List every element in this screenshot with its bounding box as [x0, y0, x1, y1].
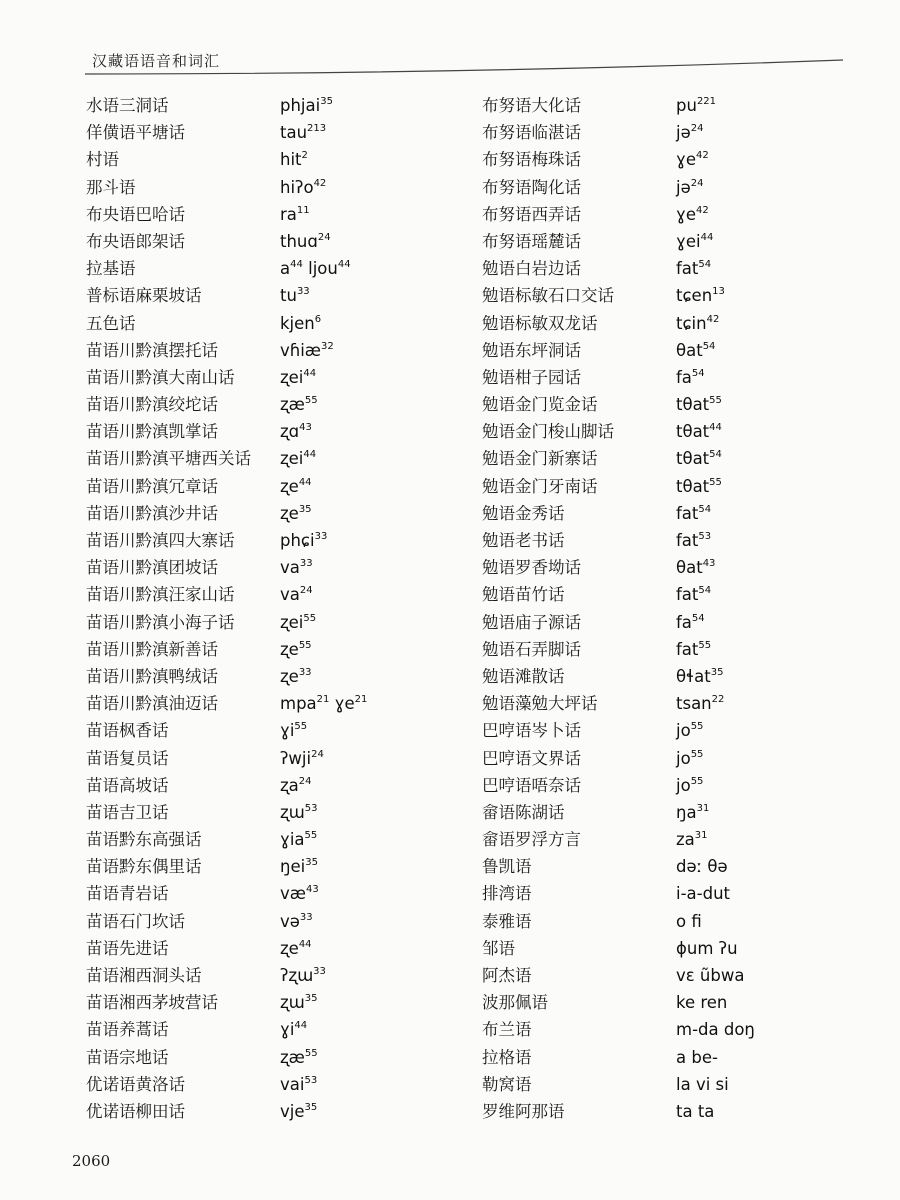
language-name: 优诺语柳田话 [86, 1101, 185, 1121]
word-form: m-da doŋ [676, 1020, 755, 1040]
word-form: ʐa$^{24}$ [280, 775, 312, 795]
language-name: 布努语瑶麓话 [482, 231, 581, 251]
word-form: ɣe$^{42}$ [676, 204, 709, 224]
word-form: $fa^{54}$ [676, 612, 705, 632]
word-form: $tu^{33}$ [280, 286, 310, 306]
entry-row [482, 908, 822, 935]
word-form: θat$^{43}$ [676, 558, 716, 578]
language-name: 布努语陶化话 [482, 177, 581, 197]
language-name: 苗语枫香话 [86, 721, 169, 741]
language-name: 勉语金门梭山脚话 [482, 422, 614, 442]
entry-row [86, 527, 426, 554]
entry-row [86, 799, 426, 826]
language-name: 苗语湘西茅坡营话 [86, 993, 218, 1013]
word-form: hit$^2$ [280, 150, 308, 170]
language-name: 苗语川黔滇鸭绒话 [86, 666, 218, 686]
entry-row [482, 174, 822, 201]
entry-row [482, 282, 822, 309]
language-name: 勉语老书话 [482, 531, 565, 550]
word-form: ʐɯ$^{53}$ [280, 802, 318, 822]
word-form: $væ^{43}$ [280, 884, 319, 904]
entry-row [482, 799, 822, 826]
entry-row [86, 690, 426, 717]
entry-row [86, 445, 426, 472]
word-form: ʐe$^{35}$ [280, 503, 312, 523]
word-form: ke ren [676, 993, 728, 1013]
entry-row [482, 717, 822, 744]
entry-row [482, 255, 822, 282]
word-form: ɣia$^{55}$ [280, 830, 318, 850]
word-form: ʐe$^{33}$ [280, 666, 312, 686]
entry-row [86, 391, 426, 418]
language-name: 勉语金门览金话 [482, 395, 598, 415]
entry-row [86, 554, 426, 581]
word-form: fat$^{54}$ [676, 585, 712, 605]
language-name: 勉语藻勉大坪话 [482, 694, 598, 714]
language-name: 勉语标敏石口交话 [482, 286, 614, 306]
entry-row [86, 119, 426, 146]
word-form: ʐe$^{44}$ [280, 476, 312, 496]
word-form: $jo^{55}$ [676, 721, 704, 741]
entry-row [482, 636, 822, 663]
language-name: 勉语金门新寨话 [482, 449, 598, 469]
word-form: $a^{44}$ ljou$^{44}$ [280, 259, 351, 279]
word-form: ʐei$^{44}$ [280, 449, 317, 469]
word-form: ʐei$^{55}$ [280, 612, 317, 632]
word-form: a be- [676, 1047, 718, 1067]
language-name: 勉语庙子源话 [482, 612, 581, 632]
entry-row [482, 146, 822, 173]
page-number: 2060 [72, 1152, 111, 1170]
word-form: ʔwji$^{24}$ [280, 748, 324, 768]
entry-row [482, 609, 822, 636]
word-form: $va^{24}$ [280, 585, 313, 605]
entry-row [86, 880, 426, 907]
entry-row [86, 473, 426, 500]
word-form: $jo^{55}$ [676, 748, 704, 768]
entry-row [86, 1016, 426, 1043]
word-form: $va^{33}$ [280, 558, 313, 578]
language-name: 五色话 [86, 313, 136, 333]
entry-row [86, 636, 426, 663]
word-form: ʐɯ$^{35}$ [280, 993, 318, 1013]
language-name: 苗语养蒿话 [86, 1020, 169, 1040]
entry-row [482, 500, 822, 527]
language-name: 拉格语 [482, 1047, 532, 1067]
language-name: 罗维阿那语 [482, 1101, 565, 1121]
language-name: 勉语东坪洞话 [482, 340, 581, 360]
word-form: tθat$^{55}$ [676, 476, 722, 496]
word-form: ʔʐɯ$^{33}$ [280, 966, 326, 985]
language-name: 优诺语黄洛话 [86, 1074, 185, 1094]
language-name: 布努语临湛话 [482, 123, 581, 143]
entry-row [86, 1098, 426, 1125]
word-form: $ŋa^{31}$ [676, 802, 710, 822]
word-form: tau$^{213}$ [280, 123, 327, 143]
word-form: ʐæ$^{55}$ [280, 1047, 318, 1067]
entry-row [86, 92, 426, 119]
language-name: 布努语西弄话 [482, 204, 581, 224]
word-form: ʐæ$^{55}$ [280, 395, 318, 415]
entry-row [482, 962, 822, 989]
language-name: 苗语黔东偶里话 [86, 857, 202, 877]
word-form: phjai$^{35}$ [280, 96, 333, 115]
language-name: 苗语川黔滇平塘西关话 [86, 449, 251, 469]
language-name: 苗语川黔滇冗章话 [86, 476, 218, 496]
language-name: 苗语复员话 [86, 748, 169, 768]
entry-row [482, 989, 822, 1016]
entry-row [86, 663, 426, 690]
word-form: vɦiæ$^{32}$ [280, 340, 334, 360]
language-name: 勉语滩散话 [482, 666, 565, 686]
entry-row [482, 663, 822, 690]
language-name: 勉语金门牙南话 [482, 476, 598, 496]
word-form: fat$^{53}$ [676, 531, 712, 550]
entry-row [86, 146, 426, 173]
language-name: 勉语金秀话 [482, 503, 565, 523]
language-name: 泰雅语 [482, 911, 532, 931]
word-form: tɕen$^{13}$ [676, 286, 725, 306]
entry-row [482, 554, 822, 581]
language-name: 勉语罗香坳话 [482, 558, 581, 578]
word-form: dəː θə [676, 857, 728, 877]
language-name: 布努语梅珠话 [482, 150, 581, 170]
entry-row [482, 826, 822, 853]
entry-row [86, 609, 426, 636]
entry-row [482, 445, 822, 472]
word-form: ŋei$^{35}$ [280, 857, 318, 877]
entry-row [86, 1044, 426, 1071]
language-name: 苗语川黔滇绞坨话 [86, 395, 218, 415]
word-form: jə$^{24}$ [676, 177, 704, 197]
entry-row [86, 717, 426, 744]
entry-row [482, 119, 822, 146]
entry-row [482, 228, 822, 255]
language-name: 苗语高坡话 [86, 775, 169, 795]
language-name: 勉语柑子园话 [482, 367, 581, 387]
entry-row [86, 853, 426, 880]
word-form: tɕin$^{42}$ [676, 313, 720, 333]
language-name: 畲语陈湖话 [482, 802, 565, 822]
word-form: ɣi$^{44}$ [280, 1020, 308, 1040]
entry-row [482, 473, 822, 500]
entry-row [482, 853, 822, 880]
word-form: θat$^{54}$ [676, 340, 716, 360]
language-name: 邹语 [482, 938, 515, 958]
word-form: və$^{33}$ [280, 911, 313, 931]
entry-row [86, 201, 426, 228]
entry-row [86, 337, 426, 364]
running-head: 汉藏语语音和词汇 [92, 52, 221, 70]
entry-row [86, 228, 426, 255]
language-name: 阿杰语 [482, 966, 532, 985]
word-form: ɣi$^{55}$ [280, 721, 308, 741]
entry-row [86, 174, 426, 201]
language-name: 畲语罗浮方言 [482, 830, 581, 850]
entry-row [86, 935, 426, 962]
word-form: ɸum ʔu [676, 938, 738, 958]
entry-row [86, 500, 426, 527]
language-name: 波那佩语 [482, 993, 548, 1013]
language-name: 苗语黔东高强话 [86, 830, 202, 850]
entry-row [86, 989, 426, 1016]
entry-row [482, 92, 822, 119]
entry-row [482, 1016, 822, 1043]
word-form: kjen$^6$ [280, 313, 322, 333]
right-column [482, 92, 822, 1125]
word-form: vai$^{53}$ [280, 1074, 318, 1094]
entry-row [86, 826, 426, 853]
language-name: 苗语吉卫话 [86, 802, 169, 822]
entry-row [482, 1098, 822, 1125]
language-name: 水语三洞话 [86, 96, 169, 115]
language-name: 布央语郎架话 [86, 231, 185, 251]
word-form: tθat$^{55}$ [676, 395, 722, 415]
language-name: 苗语川黔滇油迈话 [86, 694, 218, 714]
word-form: ɣei$^{44}$ [676, 231, 714, 251]
word-form: tθat$^{54}$ [676, 449, 722, 469]
entry-row [86, 581, 426, 608]
entry-row [482, 772, 822, 799]
word-form: fat$^{55}$ [676, 639, 712, 659]
word-form: phɕi$^{33}$ [280, 531, 328, 550]
language-name: 勉语石弄脚话 [482, 639, 581, 659]
word-form: hiʔo$^{42}$ [280, 177, 327, 197]
language-name: 拉基语 [86, 259, 136, 279]
language-name: 苗语川黔滇新善话 [86, 639, 218, 659]
language-name: 苗语青岩话 [86, 884, 169, 904]
entry-row [86, 255, 426, 282]
header-rule [85, 58, 845, 78]
language-name: 布央语巴哈话 [86, 204, 185, 224]
entry-row [482, 880, 822, 907]
word-form: ʐe$^{55}$ [280, 639, 312, 659]
language-name: 苗语川黔滇沙井话 [86, 503, 218, 523]
language-name: 苗语石门坎话 [86, 911, 185, 931]
word-form: fat$^{54}$ [676, 503, 712, 523]
language-name: 勒窝语 [482, 1074, 532, 1094]
word-form: o fi [676, 911, 702, 931]
language-name: 村语 [86, 150, 119, 170]
language-name: 布努语大化话 [482, 96, 581, 115]
language-name: 苗语川黔滇摆托话 [86, 340, 218, 360]
language-name: 鲁凯语 [482, 857, 532, 877]
entry-row [482, 418, 822, 445]
language-name: 佯僙语平塘话 [86, 123, 185, 143]
word-form: tsan$^{22}$ [676, 694, 725, 714]
entry-row [482, 935, 822, 962]
word-form: ɣe$^{42}$ [676, 150, 709, 170]
language-name: 勉语白岩边话 [482, 259, 581, 279]
word-form: vɛ ũbwa [676, 966, 745, 985]
word-form: ʐɑ$^{43}$ [280, 422, 312, 442]
language-name: 苗语川黔滇汪家山话 [86, 585, 235, 605]
word-form: $jo^{55}$ [676, 775, 704, 795]
language-name: 勉语标敏双龙话 [482, 313, 598, 333]
word-form: fat$^{54}$ [676, 259, 712, 279]
entry-row [86, 1071, 426, 1098]
language-name: 那斗语 [86, 177, 136, 197]
language-name: 苗语川黔滇大南山话 [86, 367, 235, 387]
language-name: 勉语苗竹话 [482, 585, 565, 605]
word-form: vje$^{35}$ [280, 1101, 318, 1121]
language-name: 苗语川黔滇凯掌话 [86, 422, 218, 442]
word-form: $fa^{54}$ [676, 367, 705, 387]
entry-row [86, 364, 426, 391]
entry-row [482, 527, 822, 554]
word-form: $ra^{11}$ [280, 204, 310, 224]
language-name: 苗语先进话 [86, 938, 169, 958]
word-form: ʐei$^{44}$ [280, 367, 317, 387]
word-form: mpa$^{21}$ ɣe$^{21}$ [280, 694, 368, 714]
entry-row [86, 962, 426, 989]
entry-row [482, 1071, 822, 1098]
word-form: la vi si [676, 1074, 729, 1094]
word-form: ta ta [676, 1101, 715, 1121]
entry-row [482, 201, 822, 228]
entry-row [86, 908, 426, 935]
language-name: 苗语川黔滇团坡话 [86, 558, 218, 578]
word-form: jə$^{24}$ [676, 123, 704, 143]
entry-row [86, 310, 426, 337]
entry-row [482, 745, 822, 772]
entry-row [482, 690, 822, 717]
entry-row [86, 745, 426, 772]
entry-row [482, 581, 822, 608]
language-name: 苗语川黔滇小海子话 [86, 612, 235, 632]
entry-row [86, 418, 426, 445]
word-form: ʐe$^{44}$ [280, 938, 312, 958]
language-name: 布兰语 [482, 1020, 532, 1040]
entry-row [86, 772, 426, 799]
word-form: $pu^{221}$ [676, 96, 717, 115]
entry-row [482, 1044, 822, 1071]
left-column [86, 92, 426, 1125]
entry-row [482, 391, 822, 418]
language-name: 巴哼语文界话 [482, 748, 581, 768]
entry-row [482, 310, 822, 337]
entry-row [482, 364, 822, 391]
word-form: i-a-dut [676, 884, 731, 904]
word-form: thuɑ$^{24}$ [280, 231, 331, 251]
language-name: 苗语湘西洞头话 [86, 966, 202, 985]
word-form: θɬat$^{35}$ [676, 666, 724, 686]
language-name: 苗语川黔滇四大寨话 [86, 531, 235, 550]
word-form: $za^{31}$ [676, 830, 708, 850]
entry-row [86, 282, 426, 309]
word-form: tθat$^{44}$ [676, 422, 722, 442]
entry-row [482, 337, 822, 364]
language-name: 普标语麻栗坡话 [86, 286, 202, 306]
language-name: 巴哼语岑卜话 [482, 721, 581, 741]
language-name: 巴哼语唔奈话 [482, 775, 581, 795]
language-name: 排湾语 [482, 884, 532, 904]
language-name: 苗语宗地话 [86, 1047, 169, 1067]
